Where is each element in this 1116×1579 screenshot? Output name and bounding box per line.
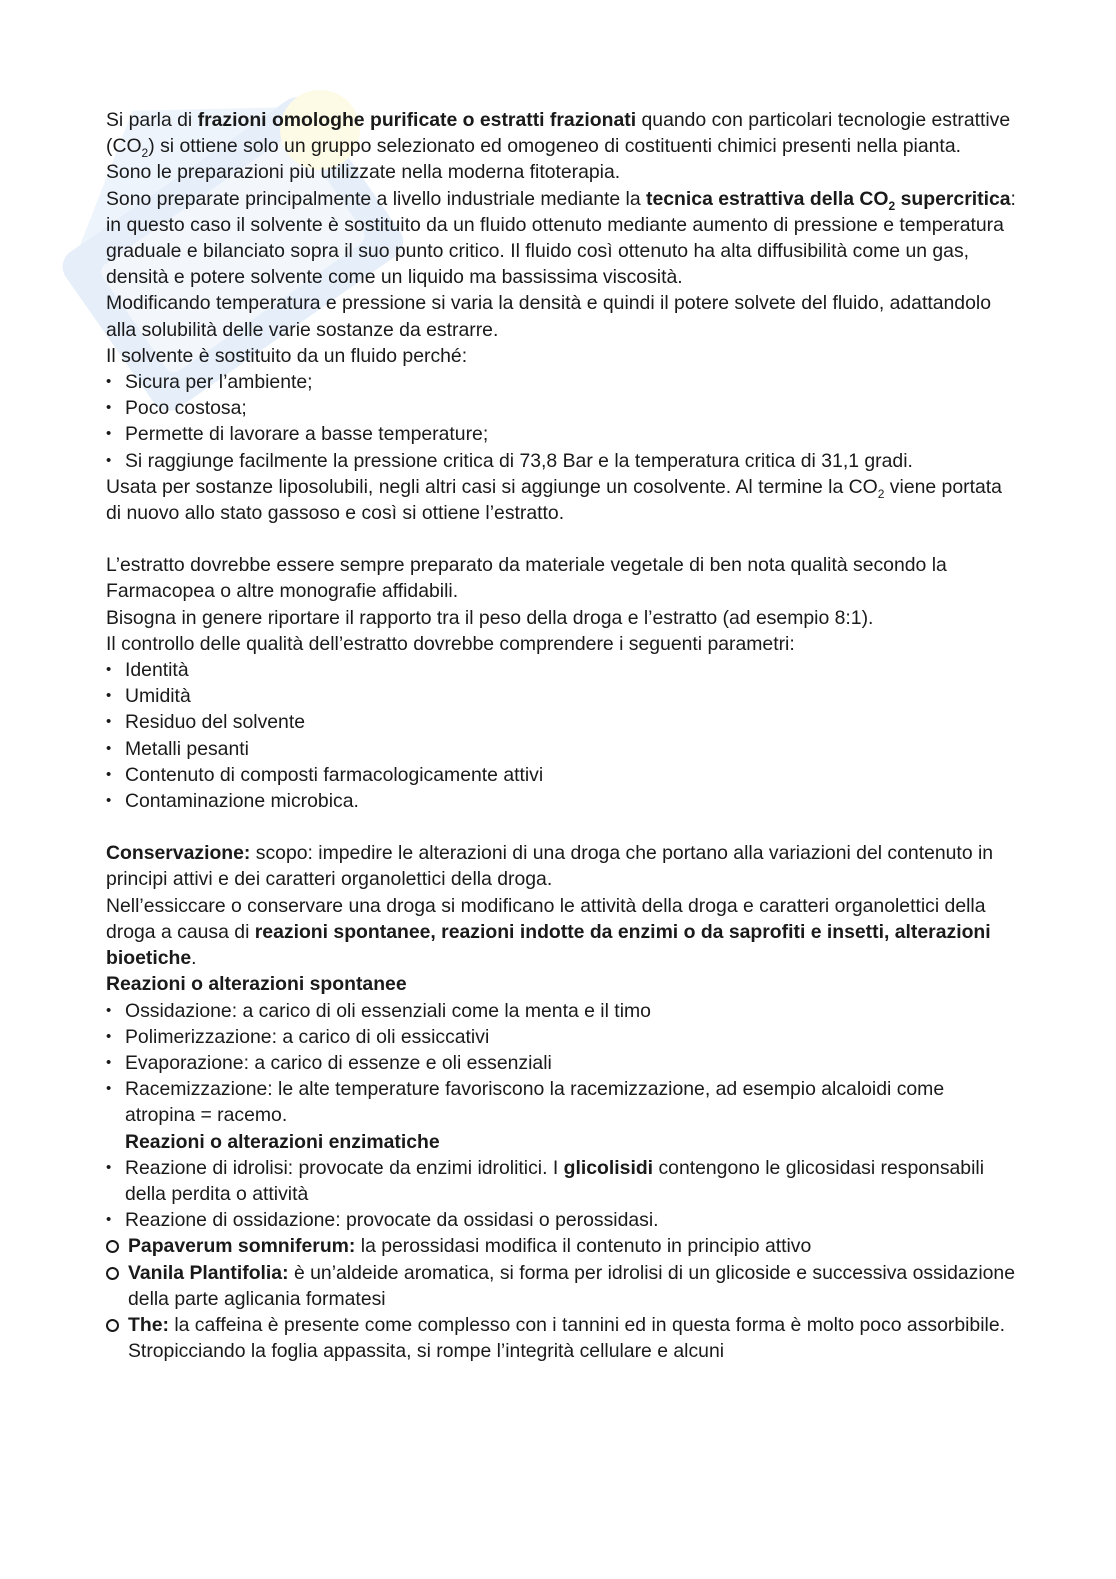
list-item: • Racemizzazione: le alte temperature favoriscono la racemizzazione, ad esempio alcaloidi come atropina = racemo.: [106, 1076, 1016, 1128]
term-reazioni: reazioni spontanee, reazioni indotte da enzimi o da saprofiti e insetti, alterazioni bioetiche: [106, 920, 991, 970]
list-item: • Evaporazione: a carico di essenze e oli essenziali: [106, 1050, 1016, 1076]
paragraph-fitoterapia: Sono le preparazioni più utilizzate nella moderna fitoterapia.: [106, 161, 621, 184]
list-item: • Identità: [106, 657, 1016, 683]
spacer: [106, 526, 1016, 552]
list-item: • Umidità: [106, 683, 1016, 709]
spacer: [106, 814, 1016, 840]
list-item: • Ossidazione: a carico di oli essenziali come la menta e il timo: [106, 998, 1016, 1024]
paragraph-controllo: Il controllo delle qualità dell’estratto dovrebbe comprendere i seguenti parametri:: [106, 632, 795, 655]
paragraph-liposolubili: Usata per sostanze liposolubili, negli altri casi si aggiunge un cosolvente. Al termine la $CO_2$ viene portata di nuovo allo stato gassoso e così si ottiene l’estratto.: [106, 475, 1002, 525]
list-item: • Metalli pesanti: [106, 736, 1016, 762]
list-item: • Reazione di idrolisi: provocate da enzimi idrolitici. I glicolisidi contengono le glicosidasi responsabili della perdita o attività: [106, 1155, 1016, 1207]
paragraph-conservazione: Conservazione: scopo: impedire le alterazioni di una droga che portano alla variazioni del contenuto in principi attivi e dei caratteri organolettici della droga.: [106, 842, 994, 891]
list-item: • Contenuto di composti farmacologicamente attivi: [106, 762, 1016, 788]
list-item: • Si raggiunge facilmente la pressione critica di 73,8 Bar e la temperatura critica di 31,1 gradi.: [106, 448, 1016, 474]
term-conservazione: Conservazione:: [106, 842, 251, 865]
term-co2-supercritica: tecnica estrattiva della $CO_2$ supercritica: [646, 187, 1011, 213]
paragraph-temperatura: Modificando temperatura e pressione si varia la densità e quindi il potere solvete del fluido, adattandolo alla solubilità delle varie sostanze da estrarre.: [106, 292, 991, 341]
list-item: Papaverum somniferum: la perossidasi modifica il contenuto in principio attivo: [106, 1233, 1016, 1259]
paragraph-frazioni: Si parla di frazioni omologhe purificate o estratti frazionati quando con particolari tecnologie estrattive $(CO_2)$ si ottiene solo un gruppo selezionato ed omogeneo di costituenti chimici presenti nella pianta.: [106, 109, 1011, 161]
circle-bullet-icon: [106, 1319, 119, 1332]
heading-reazioni-enzimatiche: Reazioni o alterazioni enzimatiche: [125, 1130, 440, 1153]
term-frazioni-omologhe: frazioni omologhe purificate o estratti frazionati: [197, 109, 637, 131]
list-parametri: [106, 657, 1016, 814]
list-item: • Contaminazione microbica.: [106, 788, 1016, 814]
list-item: Vanila Plantifolia: è un’aldeide aromatica, si forma per idrolisi di un glicoside e successiva ossidazione della parte aglicania formatesi: [106, 1260, 1016, 1312]
paragraph-co2-supercritica: Sono preparate principalmente a livello industriale mediante la tecnica estrattiva della $CO_2$ supercritica: in questo caso il solvente è sostituito da un fluido ottenuto mediante aumento di pressione e temperatura graduale e bilanciato sopra il suo punto critico. Il fluido così ottenuto ha alta diffusibilità come un gas, densità e potere solvente come un liquido ma bassissima viscosità.: [106, 187, 1016, 289]
paragraph-estratto: L’estratto dovrebbe essere sempre preparato da materiale vegetale di ben nota qualità secondo la Farmacopea o altre monografie affidabili.: [106, 554, 947, 603]
list-item: • Residuo del solvente: [106, 709, 1016, 735]
list-item: • Permette di lavorare a basse temperature;: [106, 421, 1016, 447]
list-item: • Sicura per l’ambiente;: [106, 369, 1016, 395]
list-item: • Poco costosa;: [106, 395, 1016, 421]
paragraph-essiccare: Nell’essiccare o conservare una droga si modificano le attività della droga e caratteri organolettici della droga a causa di reazioni spontanee, reazioni indotte da enzimi o da saprofiti e insetti, alterazioni bioetiche.: [106, 894, 991, 970]
circle-bullet-icon: [106, 1240, 119, 1253]
paragraph-solvente: Il solvente è sostituito da un fluido perché:: [106, 344, 468, 367]
circle-bullet-icon: [106, 1267, 119, 1280]
heading-reazioni-spontanee: Reazioni o alterazioni spontanee: [106, 973, 407, 996]
list-esempi: [106, 1233, 1016, 1364]
paragraph-rapporto: Bisogna in genere riportare il rapporto tra il peso della droga e l’estratto (ad esempio 8:1).: [106, 606, 874, 629]
list-item: • Polimerizzazione: a carico di oli essiccativi: [106, 1024, 1016, 1050]
list-item: • Reazione di ossidazione: provocate da ossidasi o perossidasi.: [106, 1207, 1016, 1233]
term-glicolisidi: glicolisidi: [563, 1156, 654, 1179]
list-solvente-reasons: [106, 369, 1016, 474]
list-item: The: la caffeina è presente come complesso con i tannini ed in questa forma è molto poco assorbibile. Stropicciando la foglia appassita, si rompe l’integrità cellulare e alcuni: [106, 1312, 1016, 1364]
list-reazioni-enzimatiche: [106, 1155, 1016, 1234]
list-reazioni-spontanee: [106, 998, 1016, 1129]
document-page: [106, 107, 1016, 1364]
